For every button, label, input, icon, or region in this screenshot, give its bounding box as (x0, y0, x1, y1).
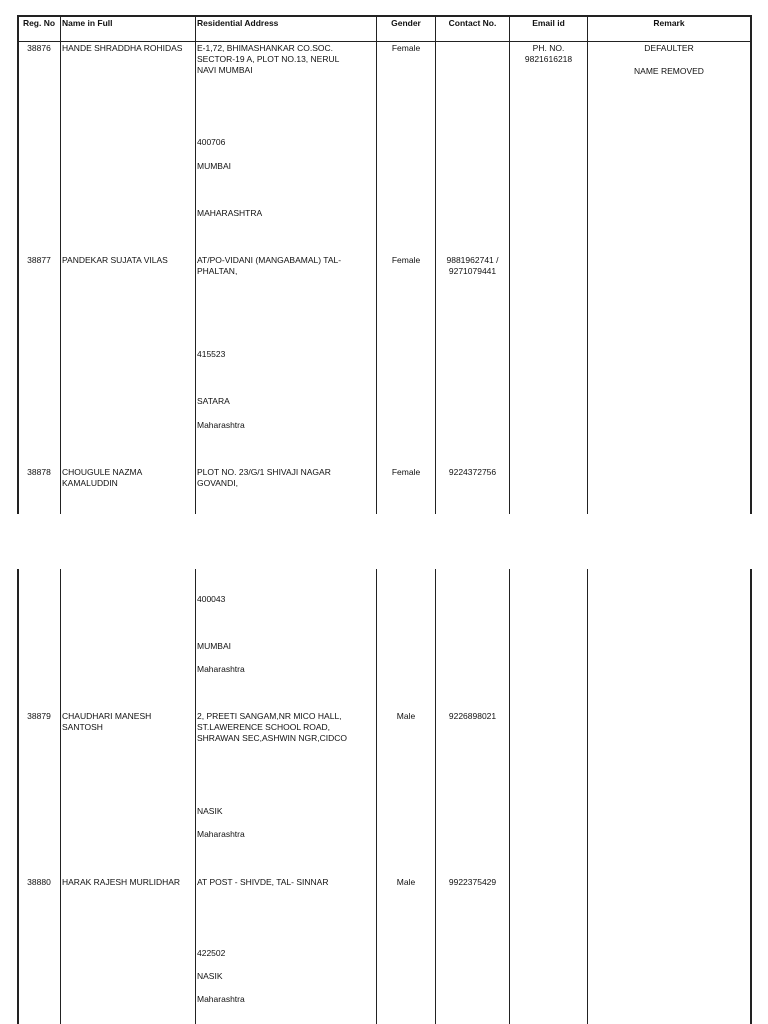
pin-code-cell: 415523 (197, 349, 226, 359)
column-divider (509, 569, 510, 1024)
gender-cell: Female (391, 255, 421, 265)
city-cell: MUMBAI (197, 161, 231, 171)
column-divider (60, 15, 61, 514)
name-cell: CHAUDHARI MANESH SANTOSH (62, 711, 152, 732)
header-bottom-border (17, 41, 752, 42)
state-cell: Maharashtra (197, 664, 245, 674)
contact-cell: 9922375429 (448, 877, 497, 887)
state-cell: Maharashtra (197, 420, 245, 430)
gender-cell: Male (396, 711, 416, 721)
column-divider (587, 569, 588, 1024)
contact-cell: 9226898021 (448, 711, 497, 721)
name-cell: HARAK RAJESH MURLIDHAR (62, 877, 181, 887)
address-cell: AT/PO-VIDANI (MANGABAMAL) TAL- PHALTAN, (197, 255, 342, 276)
pin-code-cell: 422502 (197, 948, 226, 958)
header-address: Residential Address (197, 18, 279, 28)
table-right-border (750, 15, 752, 514)
address-cell: PLOT NO. 23/G/1 SHIVAJI NAGAR GOVANDI, (197, 467, 331, 488)
column-divider (587, 15, 588, 514)
name-cell: CHOUGULE NAZMA KAMALUDDIN (62, 467, 143, 488)
address-cell: E-1,72, BHIMASHANKAR CO.SOC. SECTOR-19 A, PLOT NO.13, NERUL NAVI MUMBAI (197, 43, 340, 75)
reg-no-cell: 38879 (27, 711, 51, 721)
pin-code-cell: 400706 (197, 137, 226, 147)
address-cell: AT POST - SHIVDE, TAL- SINNAR (197, 877, 329, 887)
email-cell: PH. NO. 9821616218 (524, 43, 573, 64)
city-cell: NASIK (197, 806, 223, 816)
state-cell: Maharashtra (197, 829, 245, 839)
name-cell: PANDEKAR SUJATA VILAS (62, 255, 168, 265)
header-email: Email id (532, 18, 565, 28)
remark-status: DEFAULTER (644, 43, 694, 53)
state-cell: MAHARASHTRA (197, 208, 263, 218)
address-cell: 2, PREETI SANGAM,NR MICO HALL, ST.LAWERENCE SCHOOL ROAD, SHRAWAN SEC,ASHWIN NGR,CIDCO (197, 711, 348, 743)
table-left-border (17, 569, 19, 1024)
header-gender: Gender (391, 18, 421, 28)
column-divider (376, 569, 377, 1024)
pin-code-cell: 400043 (197, 594, 226, 604)
contact-cell: 9881962741 / 9271079441 (446, 255, 499, 276)
gender-cell: Male (396, 877, 416, 887)
city-cell: NASIK (197, 971, 223, 981)
reg-no-cell: 38877 (27, 255, 51, 265)
remark-note: NAME REMOVED (634, 66, 704, 76)
header-reg-no: Reg. No (22, 18, 56, 28)
header-name: Name in Full (62, 18, 113, 28)
table-right-border (750, 569, 752, 1024)
gender-cell: Female (391, 43, 421, 53)
contact-cell: 9224372756 (448, 467, 497, 477)
reg-no-cell: 38878 (27, 467, 51, 477)
gender-cell: Female (391, 467, 421, 477)
column-divider (435, 569, 436, 1024)
state-cell: Maharashtra (197, 994, 245, 1004)
city-cell: MUMBAI (197, 641, 231, 651)
header-contact: Contact No. (448, 18, 497, 28)
column-divider (60, 569, 61, 1024)
column-divider (195, 569, 196, 1024)
header-remark: Remark (653, 18, 685, 28)
table-top-border (17, 15, 752, 17)
city-cell: SATARA (197, 396, 230, 406)
name-cell: HANDE SHRADDHA ROHIDAS (62, 43, 183, 53)
column-divider (509, 15, 510, 514)
reg-no-cell: 38876 (27, 43, 51, 53)
reg-no-cell: 38880 (27, 877, 51, 887)
